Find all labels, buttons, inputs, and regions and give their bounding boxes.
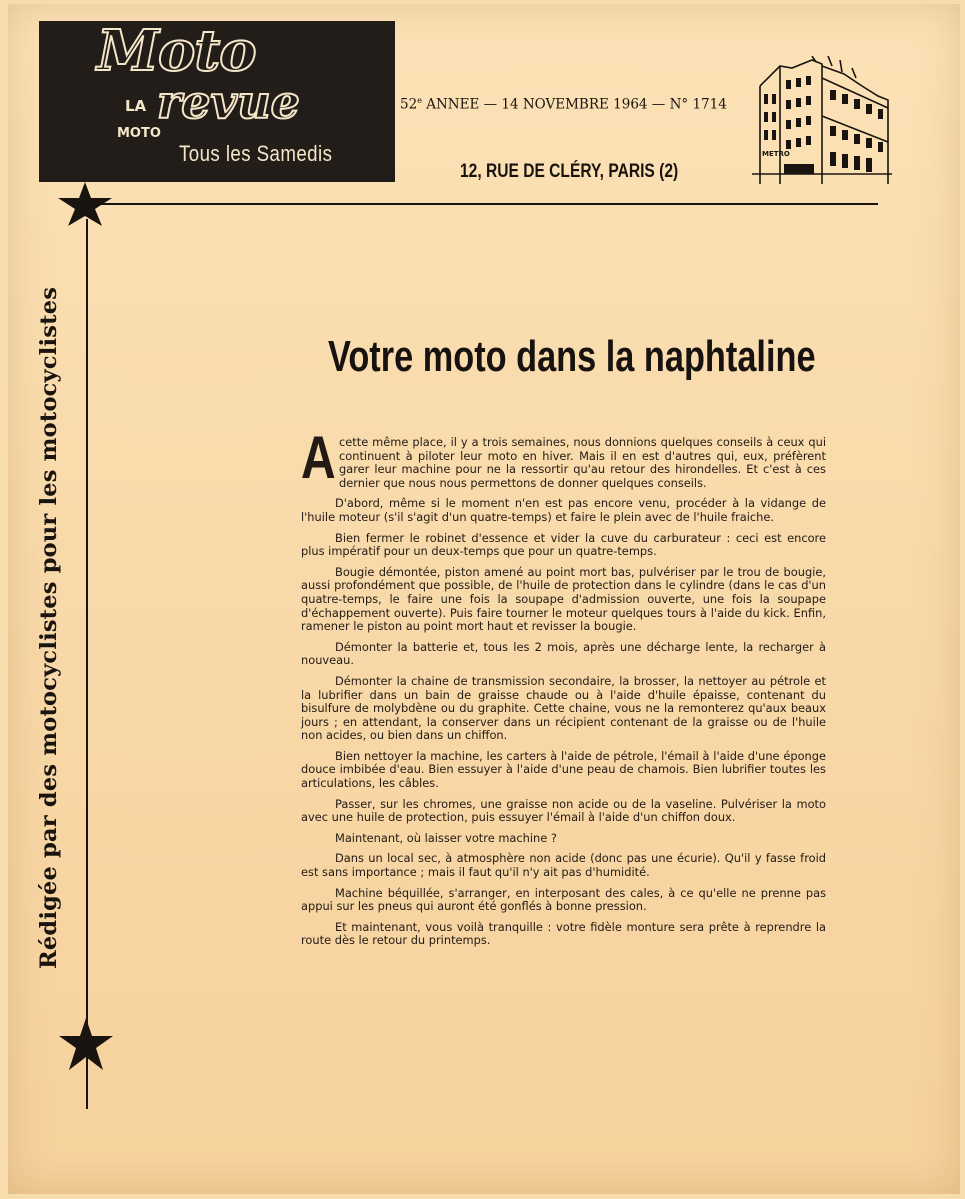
article-paragraph: D'abord, même si le moment n'en est pas encore venu, procéder à la vidange de l'huile moteur (s'il s'agit d'un quatre-temps) et faire le plein avec de l'huile fraiche. xyxy=(301,496,826,524)
article-paragraph: Bien fermer le robinet d'essence et vider la cuve du carburateur : ceci est encore plus impératif pour un deux-temps que pour un quatre-temps. xyxy=(301,530,826,559)
article-paragraph: Maintenant, où laisser votre machine ? xyxy=(335,830,557,845)
drop-cap: A xyxy=(301,424,336,491)
masthead-logo xyxy=(39,21,395,182)
vertical-slogan: Rédigée par des motocyclistes pour les motocyclistes xyxy=(36,286,62,969)
newspaper-page xyxy=(8,4,960,1194)
masthead-tagline: Tous les Samedis xyxy=(179,141,333,166)
masthead-title-moto: Moto xyxy=(97,21,256,84)
issue-line xyxy=(400,96,727,113)
article-paragraph: Machine béquillée, s'arranger, en interposant des cales, à ce qu'elle ne prenne pas appui sur les pneus qui auront été gonflés à bonne pression. xyxy=(301,885,826,914)
article-paragraph: Dans un local sec, à atmosphère non acide (donc pas une écurie). Qu'il y fasse froid est sans importance ; mais il faut qu'il n'y ait pas d'humidité. xyxy=(301,851,826,880)
star-icon xyxy=(55,1016,117,1072)
star-icon xyxy=(54,180,116,228)
article-title: Votre moto dans la naphtaline xyxy=(328,332,816,381)
article-paragraph: Et maintenant, vous voilà tranquille : votre fidèle monture sera prête à reprendre la route dès le retour du printemps. xyxy=(301,919,826,948)
article-paragraph: Bougie démontée, piston amené au point mort bas, pulvériser par le trou de bougie, aussi profondément que possible, de l'huile de protection dans le cylindre (dans le cas d'un quatre-temps, le faire une fois la soupape d'admission ouverte, une fois la soupape d'échappement ouverte). Puis faire tourner le moteur quelques tours à l'aide du kick. Enfin, ramener le piston au point mort haut et revisser la bougie. xyxy=(301,564,826,634)
address-line: 12, RUE DE CLÉRY, PARIS (2) xyxy=(460,161,679,182)
article-paragraph: Démonter la batterie et, tous les 2 mois, après une décharge lente, la recharger à nouveau. xyxy=(301,639,826,668)
masthead-moto-small: MOTO xyxy=(117,126,161,141)
article-body xyxy=(301,424,826,955)
issue-year: 52 xyxy=(400,96,418,113)
paragraph-text: cette même place, il y a trois semaines, nous donnions quelques conseils à ceux qui continuent à piloter leur moto en hiver. Mais il en est d'autres qui, eux, préfèrent garer leur machine pour ne la ressortir qu'au retour des hirondelles. Et c'est à ces dernier que nous nous permettons de donner quelques conseils. xyxy=(339,435,826,490)
masthead-title-revue: revue xyxy=(157,75,300,129)
article-paragraph: Passer, sur les chromes, une graisse non acide ou de la vaseline. Pulvériser la moto avec une huile de protection, puis essuyer l'émail à l'aide d'un chiffon doux. xyxy=(301,796,826,825)
article-paragraph: Bien nettoyer la machine, les carters à l'aide de pétrole, l'émail à l'aide d'une éponge douce imbibée d'eau. Bien essuyer à l'aide d'une peau de chamois. Bien lubrifier toutes les articulations, les câbles. xyxy=(301,748,826,791)
building-sign: METRO xyxy=(762,150,790,158)
building-illustration xyxy=(752,56,892,184)
issue-year-sup: e xyxy=(417,96,422,105)
masthead-la: LA xyxy=(125,97,147,115)
side-divider xyxy=(86,219,88,1109)
issue-details: ANNEE — 14 NOVEMBRE 1964 — N° 1714 xyxy=(421,96,727,113)
article-paragraph: Démonter la chaine de transmission secondaire, la brosser, la nettoyer au pétrole et la lubrifier dans un bain de graisse chaude ou à l'aide d'huile épaisse, contenant du bisulfure de molybdène ou du graphite. Cette chaine, vous ne la remonterez qu'aux beaux jours ; en attendant, la conserver dans un récipient contenant de la graisse ou de l'huile non acides, ou bien dans un chiffon. xyxy=(301,673,826,743)
article-paragraph xyxy=(301,424,826,491)
header-divider xyxy=(76,203,878,205)
